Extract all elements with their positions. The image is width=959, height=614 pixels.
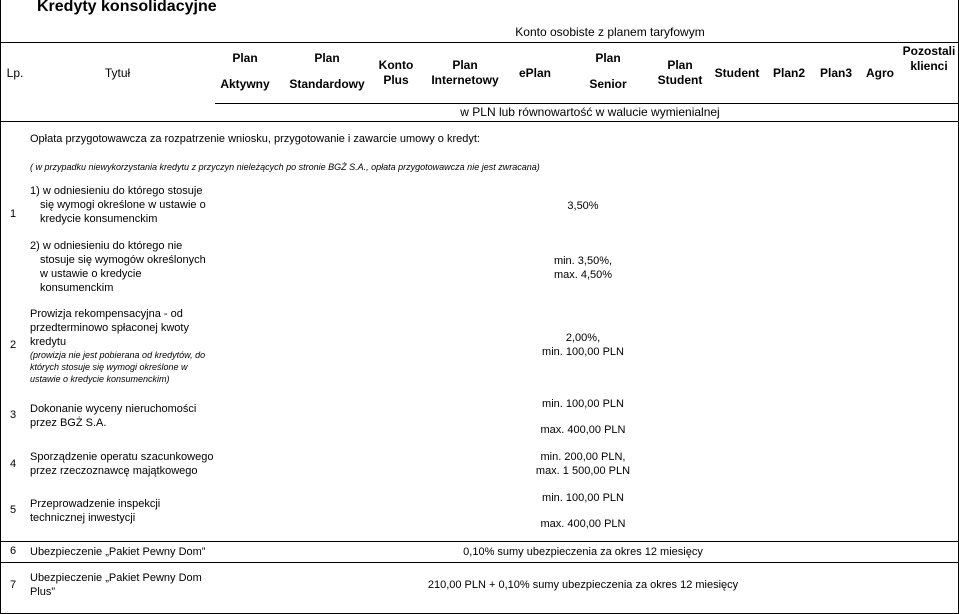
row-lp: 2 (9, 339, 17, 351)
row-title: 1) w odniesieniu do którego stosuje się wymogi określone w ustawie o kredycie konsumenckim (30, 185, 206, 225)
header-tytul: Tytuł (104, 66, 131, 80)
row-value: max. 400,00 PLN (540, 424, 626, 436)
row-lp: 6 (9, 545, 17, 557)
grid-line (0, 42, 959, 43)
row-value: min. 100,00 PLN (542, 398, 624, 410)
header-plan-student: Plan Student (657, 58, 703, 87)
header-konto-plus: Konto Plus (378, 58, 414, 87)
row-lp: 5 (9, 504, 17, 516)
row-title: Przeprowadzenie inspekcji technicznej inwestycji (30, 498, 161, 524)
row-value: 0,10% sumy ubezpieczenia za okres 12 miesięcy (463, 546, 703, 558)
header-plan3: Plan3 (819, 66, 852, 80)
row-value: min. 200,00 PLN, max. 1 500,00 PLN (535, 451, 631, 477)
grid-line (0, 541, 959, 542)
row-lp: 4 (9, 458, 17, 470)
header-plan-aktywny: Plan Aktywny (220, 51, 270, 91)
row-lp: 7 (9, 579, 17, 591)
grid-line (0, 562, 959, 563)
header-lp: Lp. (6, 66, 24, 80)
row-title: Ubezpieczenie „Pakiet Pewny Dom Plus” (30, 572, 202, 598)
grid-line (0, 121, 959, 122)
row-value: 2,00%, min. 100,00 PLN (542, 332, 624, 358)
currency-note: w PLN lub równowartość w walucie wymienialnej (460, 105, 720, 119)
header-plan-internetowy: Plan Internetowy (431, 58, 499, 87)
grid-line (215, 103, 959, 104)
header-plan2: Plan2 (772, 66, 805, 80)
row-value: 210,00 PLN + 0,10% sumy ubezpieczenia za okres 12 miesięcy (427, 579, 739, 591)
row-title: Prowizja rekompensacyjna - od przedterminowo spłaconej kwoty kredytu (prowizja nie jest pobierana od kredytów, do których stosuje się wymogi określone w ustawie o kredycie konsumenckim) (30, 308, 206, 384)
page-title: Kredyty konsolidacyjne (37, 0, 217, 15)
row-value: 3,50% (567, 200, 599, 212)
row-value: min. 100,00 PLN (542, 492, 624, 504)
row-lp: 3 (9, 409, 17, 421)
row-title: Dokonanie wyceny nieruchomości przez BGŻ S.A. (30, 403, 197, 429)
section-note: ( w przypadku niewykorzystania kredytu z przyczyn nieleżących po stronie BGŻ S.A., opłata przygotowawcza nie jest zwracana) (30, 162, 540, 172)
row-value: min. 3,50%, max. 4,50% (553, 255, 613, 281)
header-plan-standardowy: Plan Standardowy (289, 51, 365, 91)
header-student: Student (714, 66, 760, 80)
header-pozostali-klienci: Pozostali klienci (902, 44, 956, 73)
header-eplan: ePlan (518, 66, 551, 80)
section-heading: Opłata przygotowawcza za rozpatrzenie wniosku, przygotowanie i zawarcie umowy o kredyt: (30, 133, 480, 145)
row-title: Sporządzenie operatu szacunkowego przez rzeczoznawcę majątkowego (30, 451, 214, 477)
grid-line (0, 0, 1, 614)
row-lp: 1 (9, 208, 17, 220)
row-title: Ubezpieczenie „Pakiet Pewny Dom” (30, 546, 206, 558)
row-value: max. 400,00 PLN (540, 518, 626, 530)
row-title: 2) w odniesieniu do którego nie stosuje się wymogów określonych w ustawie o kredycie konsumenckim (30, 240, 206, 294)
header-plan-senior: Plan Senior (589, 51, 627, 91)
header-group-title: Konto osobiste z planem taryfowym (515, 25, 705, 39)
header-agro: Agro (866, 66, 894, 80)
